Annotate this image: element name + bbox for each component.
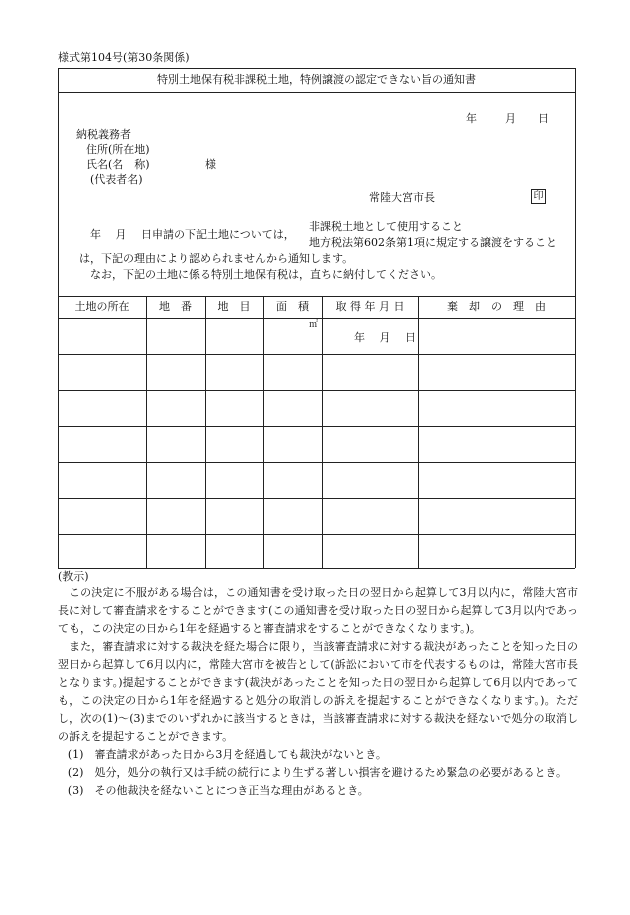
- instructions-item-3: (3) その他裁決を経ないことにつき正当な理由があるとき。: [67, 784, 369, 797]
- instructions-heading: (教示): [58, 570, 89, 583]
- header-area: 面 積: [276, 300, 309, 313]
- header-location: 土地の所在: [74, 300, 130, 313]
- option-special-transfer: 地方税法第602条第1項に規定する譲渡をすること: [309, 236, 557, 249]
- application-date-text: 年 月 日申請の下記土地については，: [90, 228, 295, 241]
- payment-statement: なお，下記の土地に係る特別土地保有税は，直ちに納付してください。: [90, 268, 442, 281]
- date-year: 年: [466, 112, 477, 125]
- header-acquisition-date: 取 得 年 月 日: [335, 300, 405, 313]
- option-tax-exempt: 非課税土地として使用すること: [309, 220, 463, 233]
- honorific: 様: [205, 158, 216, 171]
- form-number: 様式第104号(第30条関係): [58, 51, 190, 64]
- reason-statement: は，下記の理由により認められませんから通知します。: [79, 252, 354, 265]
- header-land-category: 地 目: [217, 300, 251, 313]
- taxpayer-heading: 納税義務者: [76, 128, 131, 141]
- acquisition-date-placeholder: 年 月 日: [354, 331, 416, 344]
- date-month: 月: [505, 112, 516, 125]
- instructions-item-1: (1) 審査請求があった日から3月を経過しても裁決がないとき。: [67, 748, 387, 761]
- document-title: 特別土地保有税非課税土地，特例譲渡の認定できない旨の通知書: [157, 73, 476, 86]
- instructions-body: [58, 584, 578, 800]
- header-rejection-reason: 棄 却 の 理 由: [447, 300, 546, 313]
- date-day: 日: [538, 112, 549, 125]
- seal-mark: 印: [531, 189, 546, 204]
- issuer-name: 常陸大宮市長: [369, 191, 435, 204]
- header-lot-number: 地 番: [159, 300, 192, 313]
- representative-label: (代表者名): [90, 173, 143, 186]
- address-label: 住所(所在地): [86, 143, 150, 156]
- instructions-paragraph-1: この決定に不服がある場合は，この通知書を受け取った日の翌日から起算して3月以内に，常陸大宮市長に対して審査請求をすることができます(この通知書を受け取った日の翌日から起算して3月以内であっても，この決定の日から1年を経過すると審査請求をすることができなくなります。)。: [58, 586, 578, 635]
- instructions-item-2: (2) 処分，処分の執行又は手続の続行により生ずる著しい損害を避けるため緊急の必要があるとき。: [67, 766, 568, 779]
- name-label: 氏名(名 称): [86, 158, 150, 171]
- area-unit: ㎡: [309, 320, 319, 330]
- instructions-paragraph-2: また，審査請求に対する裁決を経た場合に限り，当該審査請求に対する裁決があったことを知った日の翌日から起算して6月以内に，常陸大宮市を被告として(訴訟において市を代表するものは，常陸大宮市長となります。)提起することができます(裁決があったことを知った日の翌日から起算して6月以内であっても，この決定の日から1年を経過すると処分の取消しの訴えを提起することができなくなります。)。ただし，次の(1)～(3)までのいずれかに該当するときは，当該審査請求に対する裁決を経ないで処分の取消しの訴えを提起することができます。: [58, 640, 578, 743]
